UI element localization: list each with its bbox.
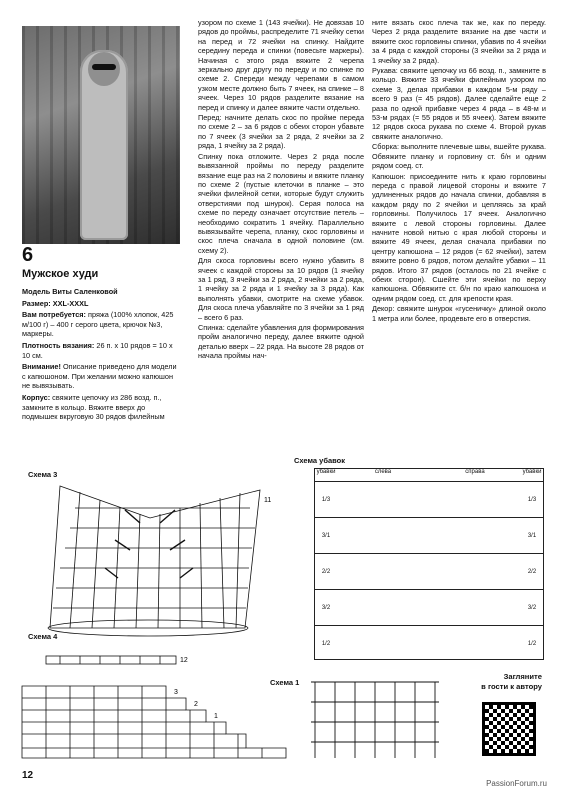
scheme3-row-label: 11 xyxy=(264,497,272,504)
scheme4-diagram xyxy=(40,640,200,670)
author-promo: Загляните в гости к автору xyxy=(481,672,542,691)
scheme3-label: Схема 3 xyxy=(28,470,58,479)
header-cell: справа xyxy=(465,469,485,475)
table-row: 2/2 2/2 xyxy=(315,554,543,590)
paragraph: Спинку пока отложите. Через 2 ряда после вывязанной проймы по переду разделите вязание еще раз на 2 половины и вяжите планку по схеме 2 (пустые клеточки в планке – это ячейки филейной сетки, которые будут служить отверстиями под шнурок). Серая полоса на схеме по переду означает отсутствие петель – необходимо сократить 1 ячейку. Параллельно вывязывайте черепа, планку, скос горловины и скос плеча сначала в одной половине (см. схему 2). xyxy=(198,151,364,255)
text-column-2 xyxy=(198,18,364,362)
density: Плотность вязания: 26 п. х 10 рядов = 10 х 10 см. xyxy=(22,340,173,360)
pattern-number: 6 xyxy=(22,244,34,266)
sunglasses xyxy=(92,64,116,70)
table-row: 3/2 3/2 xyxy=(315,590,543,626)
hoodie-photo xyxy=(22,26,180,244)
scheme-row-1: 1 xyxy=(214,713,218,720)
scheme1-diagram xyxy=(305,672,445,764)
scheme1-label: Схема 1 xyxy=(270,678,300,687)
attention-note: Внимание! Описание приведено для модели с капюшоном. При желании можно капюшон не вывязывать. xyxy=(22,362,177,391)
materials: Вам потребуется: пряжа (100% хлопок, 425 м/100 г) – 400 г серого цвета, крючок №3, маркеры. xyxy=(22,310,174,339)
header-cell: убавки xyxy=(522,469,542,475)
paragraph: Для скоса горловины всего нужно убавить 8 ячеек с каждой стороны за 10 рядов (1 ячейку за 1 ряд, 3 ячейки за 2 ряда, 2 ячейки за 2 ряда, 1 ячейку за 2 ряда и 1 ячейку за 3 ряда). Как выполнять убавки, смотрите на схеме убавок. Для скоса плеча убавляйте по 3 ячейки за 1 ряд – всего 6 раз. xyxy=(198,256,364,322)
paragraph: Капюшон: присоедините нить к краю горловины переда с правой лицевой стороны и вяжите 7 удлиненных рядов до начала спинки, добавляя в каждом ряду по 2 ячейки и цепляясь за край горловины. Получилось 17 ячеек. Аналогично вяжите с левой стороны горловины. Далее начните новой нитью с края любой стороны и вяжите 49 ячеек, делая сначала прибавки по центру капюшона – 12 рядов (= 62 ячейки), затем вяжите ровно 6 рядов, потом делайте убавки – 11 рядов. Итого 37 рядов (осталось по 21 ячейке с обеих сторон). Сшейте эти ячейки по верху капюшона. Обвяжите ст. б/н по краю капюшона и одним рядом соед. ст. для крепости края. xyxy=(372,171,546,303)
table-row: 3/1 3/1 xyxy=(315,518,543,554)
table-row: 1/2 1/2 xyxy=(321,640,537,647)
decrease-scheme-label: Схема убавок xyxy=(294,456,345,465)
scheme4-row-label: 12 xyxy=(180,657,188,664)
pattern-title: Мужское худи xyxy=(22,268,99,280)
scheme2-diagram xyxy=(16,680,306,762)
paragraph: узором по схеме 1 (143 ячейки). Не довязав 10 рядов до проймы, распределите 71 ячейку сетки на перед и 72 ячейки на спинку. Найдите середину переда и спинки (повесьте маркеры). Начиная с этого ряда вяжите 2 черепа зеркально друг другу по переду и по спинке по схеме 2. Спереди между черепами в самом узком месте должно быть 7 ячеек, на спинке – 8 ячеек. Через 10 рядов разделите вязание на перед и спинку и далее вяжите части отдельно. xyxy=(198,18,364,112)
body-instructions: Корпус: свяжите цепочку из 286 возд. п., замкните в кольцо. Вяжите вверх до подмышек вкруговую 30 рядов филейным xyxy=(22,392,165,422)
qr-code[interactable] xyxy=(482,702,536,756)
model-author: Модель Виты Саленковой xyxy=(22,287,118,296)
scheme4-label: Схема 4 xyxy=(28,632,58,641)
site-watermark: PassionForum.ru xyxy=(486,779,547,788)
text-column-3 xyxy=(372,18,546,324)
scheme-row-2: 2 xyxy=(194,701,198,708)
paragraph: Перед: начните делать скос по пройме переда по схеме 2 – за 6 рядов с обеих сторон убавьте по 7 ячеек (3 ячейки за 2 ряда, 2 ячейки за 2 ряда, 1 ячейку за 2 ряда). xyxy=(198,113,364,151)
pattern-meta xyxy=(22,287,180,424)
scheme-row-3: 3 xyxy=(174,689,178,696)
paragraph: Рукава: свяжите цепочку из 66 возд. п., замкните в кольцо. Вяжите 33 ячейки филейным узором по схеме 3, делая прибавки в каждом 5-м ряду – всего 9 раз (= 45 рядов). Далее сделайте еще 2 раза по одной прибавке через 4 ряда – в 48-м и 53-м рядах (= 55 рядов и 55 ячеек). Затем вяжите 12 рядов скоса рукава по схеме 4. Второй рукав свяжите аналогично. xyxy=(372,66,546,141)
header-cell: убавки xyxy=(316,469,336,475)
size-line: Размер: XXL-XXXL xyxy=(22,298,89,308)
paragraph: Сборка: выполните плечевые швы, вшейте рукава. Обвяжите планку и горловину ст. б/н и одним рядом соед. ст. xyxy=(372,142,546,171)
decrease-table-header xyxy=(315,469,543,482)
scheme3-diagram xyxy=(20,478,290,638)
page-number: 12 xyxy=(22,770,34,781)
header-cell: слева xyxy=(374,469,392,475)
table-row: 1/3 1/3 xyxy=(315,482,543,518)
paragraph: ните вязать скос плеча так же, как по переду. Через 2 ряда разделите вязание на две части и вяжите скос горловины спинки, убавив по 4 ячейки за 4 ряда с каждой стороны (3 ячейки за 2 ряда и 1 ячейку за 2 ряда). xyxy=(372,18,546,65)
decrease-table xyxy=(314,468,544,660)
paragraph: Декор: свяжите шнурок «гусеничку» длиной около 1 метра или более, продевьте его в отверстия. xyxy=(372,304,546,323)
paragraph: Спинка: сделайте убавления для формирования пройм аналогично переду, далее вяжите одной деталью вверх – 22 ряда. На высоте 28 рядов от начала проймы нач- xyxy=(198,323,364,361)
